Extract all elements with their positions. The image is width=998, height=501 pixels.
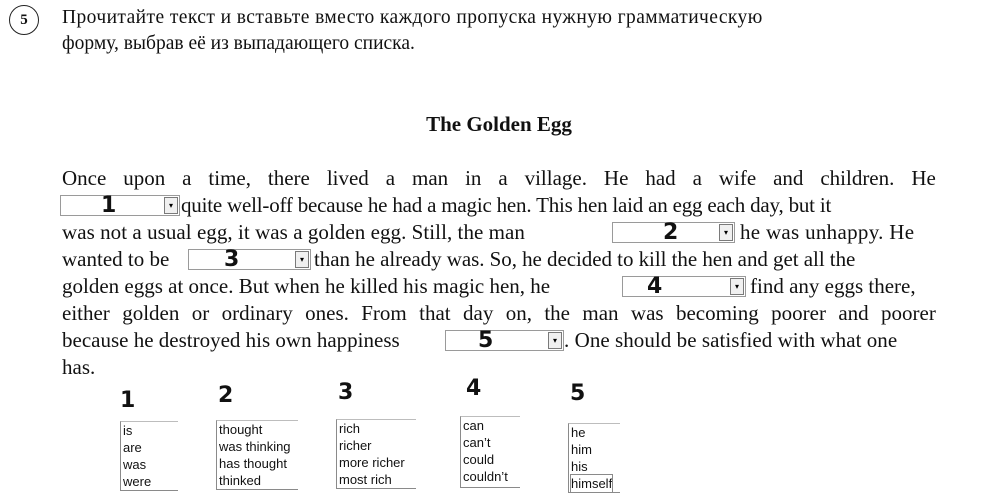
passage-text: was not a usual egg, it was a golden egg. Still, the man — [62, 220, 525, 244]
gap-2-dropdown[interactable] — [612, 222, 735, 243]
option-list-5-label: 5 — [570, 381, 586, 406]
option-list-3-label: 3 — [338, 380, 354, 405]
option-item[interactable]: he — [571, 425, 586, 440]
task-number-badge: 5 — [9, 5, 39, 35]
option-list-2[interactable] — [216, 420, 298, 490]
passage-word: Once — [62, 166, 107, 190]
passage-line-5 — [62, 273, 936, 299]
passage-line-8 — [62, 354, 936, 380]
chevron-down-icon[interactable]: ▾ — [730, 278, 744, 295]
passage-word: time, — [208, 166, 251, 190]
passage-word: From — [361, 301, 407, 325]
option-item[interactable]: most rich — [339, 472, 392, 487]
passage-text: because he destroyed his own happiness — [62, 328, 400, 352]
passage-word: village. — [524, 166, 587, 190]
passage-word: ordinary — [221, 301, 293, 325]
passage-text: he was unhappy. He — [740, 220, 915, 244]
passage-word: upon — [123, 166, 166, 190]
option-list-4-label: 4 — [466, 376, 482, 401]
passage-word: or — [191, 301, 210, 325]
option-item[interactable]: was thinking — [219, 439, 291, 454]
option-item[interactable]: can’t — [463, 435, 491, 450]
passage-text: than he already was. So, he decided to kill the hen and get all the — [314, 247, 856, 271]
option-item[interactable]: were — [123, 474, 152, 489]
passage-word: either — [62, 301, 110, 325]
option-item[interactable]: richer — [339, 438, 372, 453]
option-item[interactable]: himself — [571, 476, 613, 491]
gap-3-dropdown[interactable] — [188, 249, 311, 270]
passage-word: becoming — [675, 301, 759, 325]
passage-word: a — [692, 166, 702, 190]
passage-text: find any eggs there, — [750, 274, 916, 298]
passage-word: ones. — [305, 301, 349, 325]
passage-word: man — [411, 166, 449, 190]
option-item[interactable]: has thought — [219, 456, 287, 471]
option-item[interactable]: couldn’t — [463, 469, 508, 484]
passage-line-1 — [62, 165, 936, 191]
passage-text: . One should be satisfied with what one — [564, 328, 898, 352]
gap-number: 1 — [101, 193, 117, 218]
passage-word: day — [463, 301, 494, 325]
option-item[interactable]: his — [571, 459, 588, 474]
instruction-line-2: форму, выбрав её из выпадающего списка. — [62, 33, 415, 54]
passage-line-3 — [62, 219, 936, 245]
gap-5-dropdown[interactable] — [445, 330, 564, 351]
passage-line-6 — [62, 300, 936, 326]
gap-number: 2 — [663, 220, 679, 245]
passage-word: that — [419, 301, 451, 325]
gap-4-dropdown[interactable] — [622, 276, 746, 297]
option-item[interactable]: was — [123, 457, 147, 472]
option-list-4[interactable] — [460, 416, 520, 488]
option-item[interactable]: are — [123, 440, 142, 455]
option-item[interactable]: him — [571, 442, 592, 457]
passage-word: and — [773, 166, 804, 190]
passage-word: and — [838, 301, 869, 325]
gap-1-dropdown[interactable] — [60, 195, 180, 216]
option-item[interactable]: thinked — [219, 473, 261, 488]
option-list-3[interactable] — [336, 419, 416, 489]
chevron-down-icon[interactable]: ▾ — [719, 224, 733, 241]
gap-number: 4 — [647, 274, 663, 299]
passage-word: had — [645, 166, 676, 190]
passage-word: man — [582, 301, 619, 325]
passage-word: He — [603, 166, 629, 190]
option-item[interactable]: could — [463, 452, 495, 467]
passage-word: poorer — [771, 301, 826, 325]
passage-word: the — [544, 301, 570, 325]
option-list-1[interactable] — [120, 421, 178, 491]
passage-line-2 — [62, 192, 936, 218]
passage-word: children. — [820, 166, 895, 190]
option-item[interactable]: can — [463, 418, 484, 433]
passage-word: a — [182, 166, 192, 190]
passage-title: The Golden Egg — [426, 112, 572, 136]
passage-text: has. — [62, 355, 96, 379]
gap-number: 3 — [224, 247, 240, 272]
option-list-1-label: 1 — [120, 388, 136, 413]
gap-number: 5 — [478, 328, 494, 353]
chevron-down-icon[interactable]: ▾ — [295, 251, 309, 268]
passage-word: a — [498, 166, 508, 190]
passage-word: poorer — [881, 301, 936, 325]
passage-text: golden eggs at once. But when he killed his magic hen, he — [62, 274, 551, 298]
passage-word: lived — [326, 166, 369, 190]
chevron-down-icon[interactable]: ▾ — [164, 197, 178, 214]
option-item[interactable]: more richer — [339, 455, 405, 470]
option-item[interactable]: is — [123, 423, 133, 438]
passage-text: wanted to be — [62, 247, 170, 271]
option-list-5[interactable] — [568, 423, 620, 493]
passage-word: there — [267, 166, 310, 190]
passage-word: golden — [122, 301, 180, 325]
option-list-2-label: 2 — [218, 383, 234, 408]
instruction-line-1: Прочитайте текст и вставьте вместо каждого пропуска нужную грамматическую — [62, 7, 763, 28]
passage-word: wife — [718, 166, 757, 190]
passage-word: a — [385, 166, 396, 190]
chevron-down-icon[interactable]: ▾ — [548, 332, 562, 349]
passage-word: on, — [505, 301, 532, 325]
passage-text: quite well-off because he had a magic hen. This hen laid an egg each day, but it — [181, 193, 832, 217]
passage-word: He — [911, 166, 936, 190]
passage-word: was — [630, 301, 664, 325]
option-item[interactable]: rich — [339, 421, 360, 436]
option-item[interactable]: thought — [219, 422, 263, 437]
passage-word: in — [465, 166, 482, 190]
